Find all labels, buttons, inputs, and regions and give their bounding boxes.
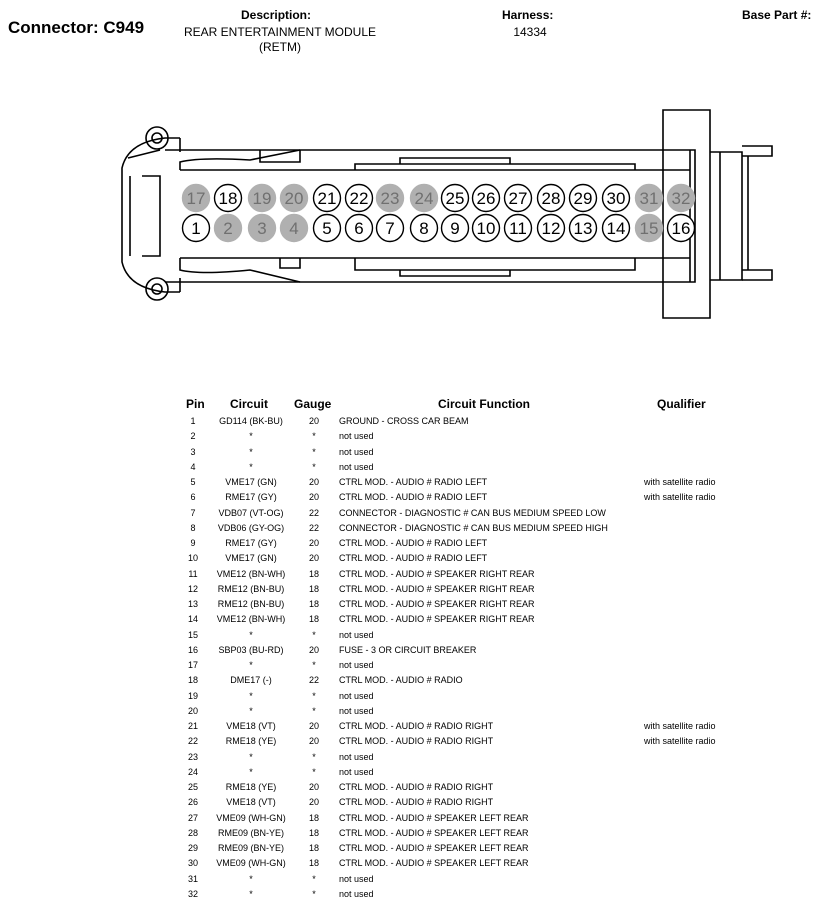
table-row [0, 826, 827, 841]
row-gauge: 20 [308, 721, 319, 731]
row-gauge: * [312, 888, 316, 899]
table-row [0, 460, 827, 475]
header-pin: Pin [186, 397, 205, 411]
row-function: not used [339, 705, 374, 716]
table-row [0, 750, 827, 765]
base-part-label: Base Part #: [742, 8, 812, 22]
table-row [0, 643, 827, 658]
row-gauge: * [312, 660, 316, 670]
row-circuit: * [249, 461, 253, 472]
row-circuit: * [249, 888, 253, 899]
row-gauge: 20 [308, 782, 319, 792]
row-gauge: * [312, 751, 316, 762]
row-gauge: * [312, 873, 316, 884]
pin-number: 2 [223, 219, 233, 238]
row-gauge: * [312, 461, 316, 472]
pin-number: 3 [257, 219, 267, 238]
pin-number: 30 [606, 189, 626, 208]
table-row [0, 658, 827, 673]
row-gauge: * [312, 431, 316, 442]
row-function: not used [339, 873, 374, 884]
row-pin: 23 [187, 751, 198, 762]
row-function: not used [339, 629, 374, 640]
row-circuit: * [249, 660, 253, 670]
row-circuit: * [249, 751, 253, 762]
row-gauge: 20 [308, 553, 319, 564]
row-gauge: 18 [308, 568, 319, 579]
row-circuit: VME18 (VT) [226, 721, 276, 731]
table-row [0, 689, 827, 704]
table-row [0, 551, 827, 566]
pin-number: 25 [445, 189, 465, 208]
connector-title: Connector: C949 [8, 18, 145, 37]
row-function: CTRL MOD. - AUDIO # SPEAKER RIGHT REAR [339, 583, 535, 594]
header-circuit: Circuit [230, 397, 269, 411]
row-pin: 6 [190, 492, 196, 503]
pin-number: 29 [573, 189, 593, 208]
row-function: CTRL MOD. - AUDIO # SPEAKER RIGHT REAR [339, 614, 535, 625]
pin-number: 24 [414, 189, 434, 208]
pin-number: 22 [349, 189, 369, 208]
row-circuit: * [249, 629, 253, 640]
table-row [0, 780, 827, 795]
row-circuit: * [249, 766, 253, 777]
row-circuit: VME12 (BN-WH) [216, 614, 286, 625]
row-gauge: 22 [308, 522, 319, 533]
header-gauge: Gauge [294, 397, 332, 411]
pin-number: 18 [218, 189, 238, 208]
row-pin: 26 [187, 797, 198, 808]
row-gauge: 20 [308, 736, 319, 747]
row-pin: 13 [187, 599, 198, 609]
row-gauge: 18 [308, 858, 319, 869]
row-pin: 7 [190, 507, 196, 518]
pin-number: 20 [284, 189, 304, 208]
harness-value: 14334 [513, 25, 547, 39]
pin-number: 31 [639, 189, 659, 208]
row-gauge: 18 [308, 843, 319, 853]
row-function: not used [339, 446, 374, 457]
row-circuit: VME17 (GN) [225, 553, 277, 564]
row-circuit: RME17 (GY) [225, 492, 277, 503]
pin-number: 12 [541, 219, 561, 238]
row-function: CTRL MOD. - AUDIO # RADIO LEFT [339, 492, 488, 503]
table-row [0, 445, 827, 460]
table-row [0, 628, 827, 643]
row-pin: 1 [190, 416, 196, 426]
row-pin: 10 [187, 553, 198, 564]
row-pin: 14 [187, 614, 198, 625]
table-row [0, 429, 827, 444]
pin-number: 16 [671, 219, 691, 238]
row-circuit: VME17 (GN) [225, 477, 277, 487]
row-gauge: 20 [308, 644, 319, 655]
row-function: CTRL MOD. - AUDIO # RADIO RIGHT [339, 782, 494, 792]
row-gauge: 18 [308, 599, 319, 609]
row-pin: 24 [187, 766, 198, 777]
row-function: not used [339, 690, 374, 701]
row-pin: 20 [187, 705, 198, 716]
row-pin: 15 [187, 629, 198, 640]
row-qualifier: with satellite radio [644, 721, 716, 731]
row-circuit: VME18 (VT) [226, 797, 276, 808]
row-circuit: * [249, 431, 253, 442]
row-pin: 9 [190, 538, 196, 548]
table-row [0, 734, 827, 749]
row-function: GROUND - CROSS CAR BEAM [339, 416, 469, 426]
row-gauge: 20 [308, 477, 319, 487]
row-function: not used [339, 660, 374, 670]
row-function: CONNECTOR - DIAGNOSTIC # CAN BUS MEDIUM SPEED HIGH [339, 522, 608, 533]
row-function: CTRL MOD. - AUDIO # RADIO LEFT [339, 553, 488, 564]
row-function: CONNECTOR - DIAGNOSTIC # CAN BUS MEDIUM SPEED LOW [339, 507, 606, 518]
pin-number: 23 [380, 189, 400, 208]
pin-number: 21 [317, 189, 337, 208]
pin-number: 4 [289, 219, 299, 238]
row-pin: 25 [187, 782, 198, 792]
row-circuit: VME12 (BN-WH) [216, 568, 286, 579]
row-circuit: * [249, 705, 253, 716]
row-pin: 2 [190, 431, 196, 442]
row-circuit: RME18 (YE) [225, 736, 277, 747]
pin-number: 27 [508, 189, 528, 208]
row-function: CTRL MOD. - AUDIO # SPEAKER LEFT REAR [339, 843, 529, 853]
pin-number: 6 [354, 219, 364, 238]
row-circuit: RME09 (BN-YE) [217, 827, 284, 838]
row-circuit: RME18 (YE) [225, 782, 277, 792]
row-gauge: 22 [308, 507, 319, 518]
row-circuit: VDB06 (GY-OG) [217, 522, 285, 533]
table-row [0, 765, 827, 780]
pin-number: 1 [191, 219, 201, 238]
row-circuit: DME17 (-) [230, 675, 272, 686]
row-circuit: RME12 (BN-BU) [217, 583, 285, 594]
table-row [0, 887, 827, 902]
row-gauge: * [312, 705, 316, 716]
row-function: CTRL MOD. - AUDIO # RADIO RIGHT [339, 721, 494, 731]
table-row [0, 612, 827, 627]
table-row [0, 719, 827, 734]
row-gauge: 18 [308, 812, 319, 823]
row-gauge: 22 [308, 675, 319, 686]
row-gauge: 18 [308, 827, 319, 838]
pin-number: 32 [671, 189, 691, 208]
row-gauge: 20 [308, 416, 319, 426]
row-pin: 3 [190, 446, 196, 457]
row-qualifier: with satellite radio [644, 736, 716, 747]
table-row [0, 536, 827, 551]
row-gauge: 20 [308, 797, 319, 808]
header-qualifier: Qualifier [657, 397, 706, 411]
row-function: not used [339, 751, 374, 762]
table-row [0, 475, 827, 490]
row-function: not used [339, 461, 374, 472]
row-pin: 18 [187, 675, 198, 686]
pin-number: 10 [476, 219, 496, 238]
row-pin: 32 [187, 888, 198, 899]
pin-number: 14 [606, 219, 626, 238]
row-pin: 8 [190, 522, 196, 533]
table-row [0, 414, 827, 429]
row-circuit: SBP03 (BU-RD) [218, 644, 284, 655]
pin-number: 19 [252, 189, 272, 208]
row-gauge: 20 [308, 492, 319, 503]
row-pin: 27 [187, 812, 198, 823]
row-circuit: * [249, 446, 253, 457]
pin-number: 8 [419, 219, 429, 238]
row-function: CTRL MOD. - AUDIO # RADIO LEFT [339, 477, 488, 487]
row-function: CTRL MOD. - AUDIO # RADIO RIGHT [339, 736, 494, 747]
row-circuit: RME17 (GY) [225, 538, 277, 548]
table-row [0, 506, 827, 521]
table-row [0, 490, 827, 505]
row-circuit: VDB07 (VT-OG) [218, 507, 284, 518]
row-gauge: 20 [308, 538, 319, 548]
pin-number: 7 [385, 219, 395, 238]
table-row [0, 597, 827, 612]
row-gauge: * [312, 690, 316, 701]
row-function: CTRL MOD. - AUDIO # SPEAKER RIGHT REAR [339, 568, 535, 579]
pin-number: 26 [476, 189, 496, 208]
row-pin: 30 [187, 858, 198, 869]
row-pin: 12 [187, 583, 198, 594]
pin-number: 28 [541, 189, 561, 208]
pin-number: 5 [322, 219, 332, 238]
row-qualifier: with satellite radio [644, 477, 716, 487]
description-label: Description: [241, 8, 312, 22]
row-circuit: RME09 (BN-YE) [217, 843, 284, 853]
pin-number: 9 [450, 219, 460, 238]
row-function: not used [339, 888, 374, 899]
row-function: CTRL MOD. - AUDIO # RADIO LEFT [339, 538, 488, 548]
row-qualifier: with satellite radio [644, 492, 716, 503]
row-gauge: 18 [308, 583, 319, 594]
row-gauge: 18 [308, 614, 319, 625]
table-row [0, 704, 827, 719]
row-gauge: * [312, 766, 316, 777]
pin-number: 17 [186, 189, 206, 208]
row-circuit: VME09 (WH-GN) [216, 812, 286, 823]
row-pin: 31 [187, 873, 198, 884]
table-row [0, 673, 827, 688]
pin-number: 15 [639, 219, 659, 238]
row-function: CTRL MOD. - AUDIO # SPEAKER LEFT REAR [339, 858, 529, 869]
row-function: CTRL MOD. - AUDIO # RADIO RIGHT [339, 797, 494, 808]
table-row [0, 872, 827, 887]
row-circuit: VME09 (WH-GN) [216, 858, 286, 869]
row-pin: 4 [190, 461, 196, 472]
row-function: CTRL MOD. - AUDIO # SPEAKER LEFT REAR [339, 812, 529, 823]
row-pin: 29 [187, 843, 198, 853]
table-row [0, 521, 827, 536]
row-gauge: * [312, 446, 316, 457]
row-circuit: * [249, 690, 253, 701]
table-row [0, 567, 827, 582]
row-pin: 22 [187, 736, 198, 747]
row-pin: 11 [188, 568, 198, 579]
row-pin: 19 [187, 690, 198, 701]
row-function: FUSE - 3 OR CIRCUIT BREAKER [339, 644, 477, 655]
row-circuit: GD114 (BK-BU) [219, 416, 283, 426]
table-row [0, 582, 827, 597]
row-gauge: * [312, 629, 316, 640]
row-pin: 5 [190, 477, 196, 487]
row-pin: 21 [187, 721, 198, 731]
description-line-2: (RETM) [259, 40, 301, 54]
table-row [0, 811, 827, 826]
row-pin: 28 [187, 827, 198, 838]
row-function: not used [339, 766, 374, 777]
pin-number: 11 [509, 219, 527, 238]
row-function: CTRL MOD. - AUDIO # SPEAKER LEFT REAR [339, 827, 529, 838]
row-function: CTRL MOD. - AUDIO # RADIO [339, 675, 463, 686]
row-function: not used [339, 431, 374, 442]
header-circuit-function: Circuit Function [438, 397, 530, 411]
row-function: CTRL MOD. - AUDIO # SPEAKER RIGHT REAR [339, 599, 535, 609]
description-line-1: REAR ENTERTAINMENT MODULE [183, 25, 377, 39]
table-row [0, 841, 827, 856]
row-pin: 16 [187, 644, 198, 655]
pin-number: 13 [573, 219, 593, 238]
harness-label: Harness: [502, 8, 554, 22]
table-row [0, 856, 827, 871]
row-circuit: * [249, 873, 253, 884]
row-circuit: RME12 (BN-BU) [217, 599, 285, 609]
table-row [0, 795, 827, 810]
row-pin: 17 [187, 660, 198, 670]
